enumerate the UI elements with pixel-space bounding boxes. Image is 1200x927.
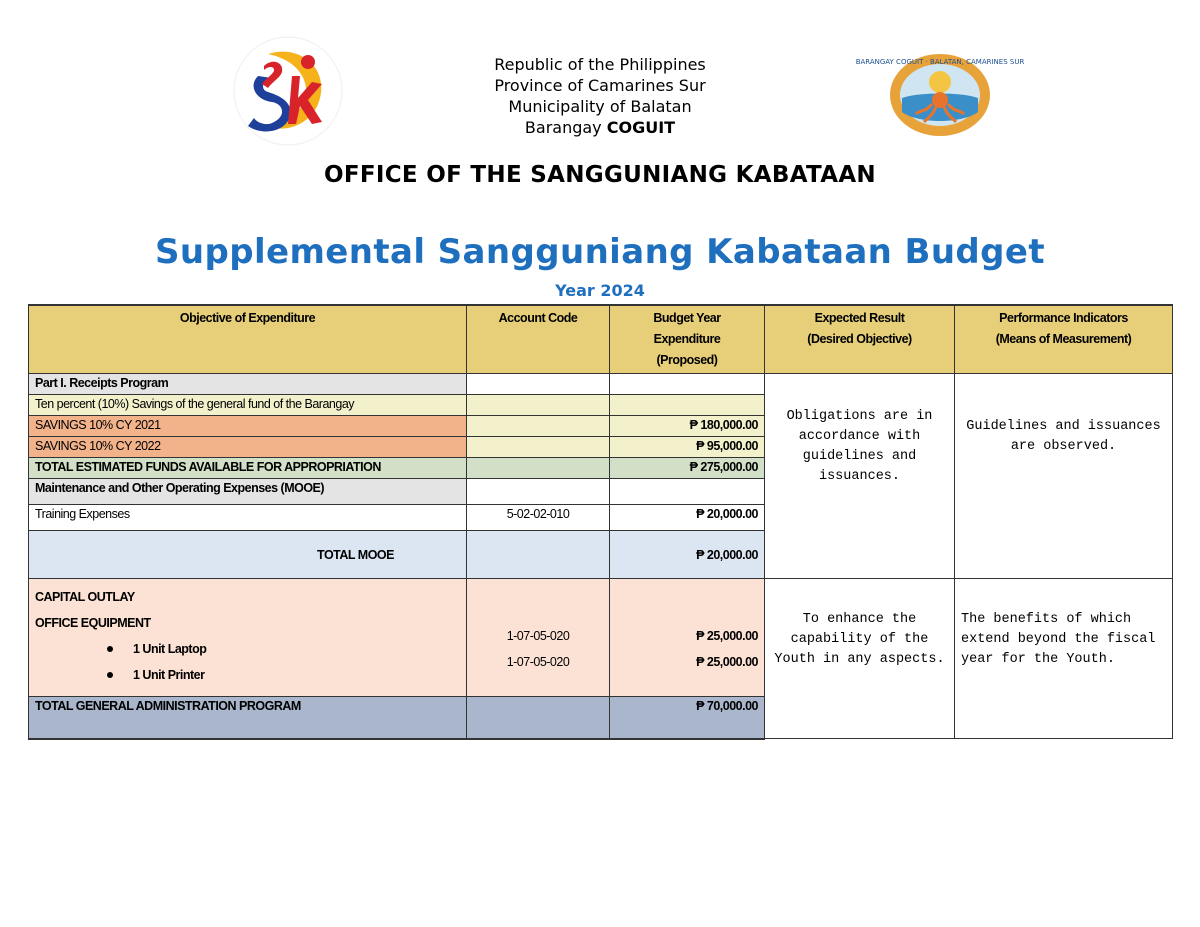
header-line-3: Municipality of Balatan: [508, 97, 692, 116]
col-performance: Performance Indicators (Means of Measurement): [955, 305, 1173, 374]
expected-result-1: Obligations are in accordance with guidelines and issuances.: [765, 374, 955, 579]
office-title: OFFICE OF THE SANGGUNIANG KABATAAN: [324, 162, 876, 188]
capital-outlay-label: CAPITAL OUTLAY: [35, 590, 135, 604]
amount: ₱ 275,000.00: [610, 458, 765, 479]
bullet-icon: [107, 672, 113, 678]
col-objective: Objective of Expenditure: [29, 305, 467, 374]
budget-year: Year 2024: [555, 281, 645, 300]
barangay-name: COGUIT: [606, 118, 676, 137]
header-line-4: [400, 117, 800, 138]
header-line-2: Province of Camarines Sur: [494, 76, 706, 95]
amount: ₱ 25,000.00: [696, 655, 758, 669]
row-label: SAVINGS 10% CY 2021: [29, 416, 467, 437]
office-equipment-label: OFFICE EQUIPMENT: [35, 616, 151, 630]
capital-codes: [467, 579, 610, 697]
col-account-code: Account Code: [467, 305, 610, 374]
table-header-row: [29, 305, 1173, 374]
row-label: Ten percent (10%) Savings of the general fund of the Barangay: [29, 395, 467, 416]
letterhead: [400, 54, 800, 138]
sk-logo: [228, 36, 348, 146]
list-item: 1 Unit Laptop: [35, 636, 460, 662]
row-label: Training Expenses: [29, 505, 467, 531]
bullet-icon: [107, 646, 113, 652]
row-label: TOTAL MOOE: [29, 531, 467, 579]
page-title: Supplemental Sangguniang Kabataan Budget: [154, 232, 1046, 272]
account-code: 5-02-02-010: [467, 505, 610, 531]
amount: ₱ 180,000.00: [610, 416, 765, 437]
row-label: SAVINGS 10% CY 2022: [29, 437, 467, 458]
col-expected-result: Expected Result (Desired Objective): [765, 305, 955, 374]
row-label: TOTAL ESTIMATED FUNDS AVAILABLE FOR APPROPRIATION: [29, 458, 467, 479]
capital-amounts: [610, 579, 765, 697]
row-label: TOTAL GENERAL ADMINISTRATION PROGRAM: [29, 697, 467, 739]
col-budget: Budget Year Expenditure (Proposed): [610, 305, 765, 374]
list-item: 1 Unit Printer: [35, 662, 460, 688]
table-row: [29, 374, 1173, 395]
barangay-prefix: Barangay: [524, 118, 607, 137]
performance-indicator-2: The benefits of which extend beyond the fiscal year for the Youth.: [955, 579, 1173, 739]
performance-indicator-1: Guidelines and issuances are observed.: [955, 374, 1173, 579]
table-row: [29, 579, 1173, 697]
budget-table: [28, 304, 1173, 740]
barangay-seal: [855, 52, 1025, 138]
capital-outlay-cell: [29, 579, 467, 697]
svg-text:BARANGAY COGUIT · BALATAN, CAM: BARANGAY COGUIT · BALATAN, CAMARINES SUR: [855, 58, 1025, 66]
amount: ₱ 20,000.00: [610, 505, 765, 531]
row-label: Part I. Receipts Program: [29, 374, 467, 395]
account-code: 1-07-05-020: [506, 655, 570, 669]
amount: ₱ 25,000.00: [696, 629, 758, 643]
expected-result-2: To enhance the capability of the Youth in any aspects.: [765, 579, 955, 739]
account-code: 1-07-05-020: [506, 629, 570, 643]
row-label: Maintenance and Other Operating Expenses (MOOE): [29, 479, 467, 505]
amount: ₱ 20,000.00: [610, 531, 765, 579]
amount: ₱ 95,000.00: [610, 437, 765, 458]
header-line-1: Republic of the Philippines: [494, 55, 706, 74]
amount: ₱ 70,000.00: [610, 697, 765, 739]
